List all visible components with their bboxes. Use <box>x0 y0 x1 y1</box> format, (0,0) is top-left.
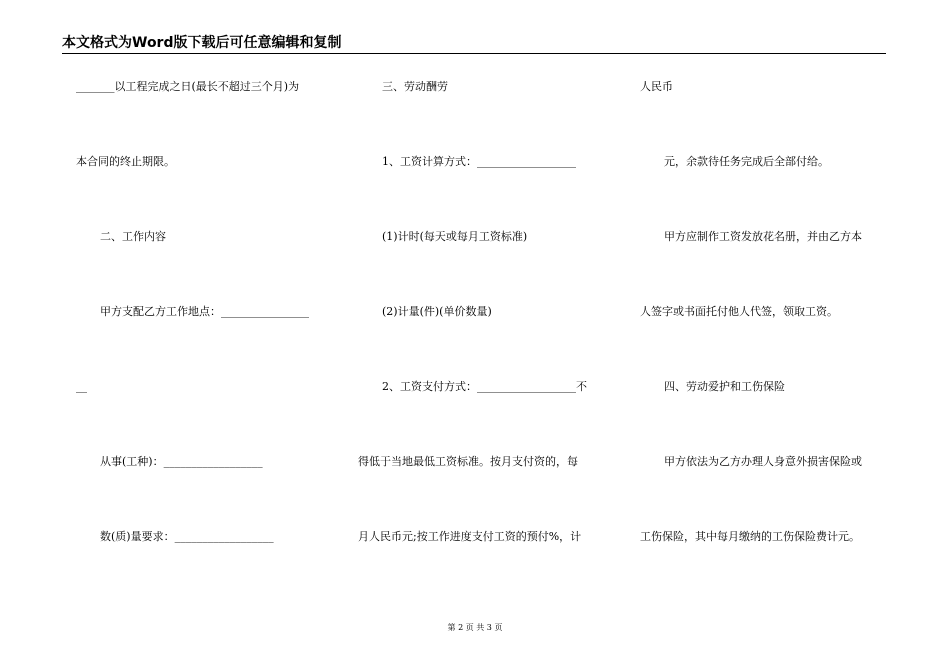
paragraph: __ <box>76 380 87 393</box>
paragraph: 人民币 <box>640 80 673 93</box>
paragraph: (2)计量(件)(单价数量) <box>382 305 492 318</box>
paragraph: 元，余款待任务完成后全部付给。 <box>664 155 829 168</box>
paragraph: 数(质)量要求：__________________ <box>100 530 274 543</box>
page-indicator: 第 2 页 共 3 页 <box>447 623 503 632</box>
paragraph: _______以工程完成之日(最长不超过三个月)为 <box>76 80 300 93</box>
paragraph: 月人民币元;按工作进度支付工资的预付%，计 <box>358 530 582 543</box>
document-header-title: 本文格式为Word版下载后可任意编辑和复制 <box>62 35 342 51</box>
paragraph: 2、工资支付方式：__________________不 <box>382 380 587 393</box>
paragraph: (1)计时(每天或每月工资标准) <box>382 230 528 243</box>
paragraph: 从事(工种)：__________________ <box>100 455 263 468</box>
text-column-2 <box>358 0 618 672</box>
paragraph: 甲方应制作工资发放花名册，并由乙方本 <box>664 230 862 243</box>
paragraph: 人签字或书面托付他人代签，领取工资。 <box>640 305 838 318</box>
text-column-1 <box>76 0 346 672</box>
paragraph: 得低于当地最低工资标准。按月支付资的，每 <box>358 455 578 468</box>
section-heading: 四、劳动爱护和工伤保险 <box>664 380 785 393</box>
section-heading: 三、劳动酬劳 <box>382 80 448 93</box>
paragraph: 本合同的终止期限。 <box>76 155 175 168</box>
paragraph: 1、工资计算方式：__________________ <box>382 155 576 168</box>
text-column-3 <box>640 0 890 672</box>
paragraph: 甲方依法为乙方办理人身意外损害保险或 <box>664 455 862 468</box>
paragraph: 甲方支配乙方工作地点：________________ <box>100 305 309 318</box>
paragraph: 工伤保险，其中每月缴纳的工伤保险费计元。 <box>640 530 860 543</box>
section-heading: 二、工作内容 <box>100 230 166 243</box>
